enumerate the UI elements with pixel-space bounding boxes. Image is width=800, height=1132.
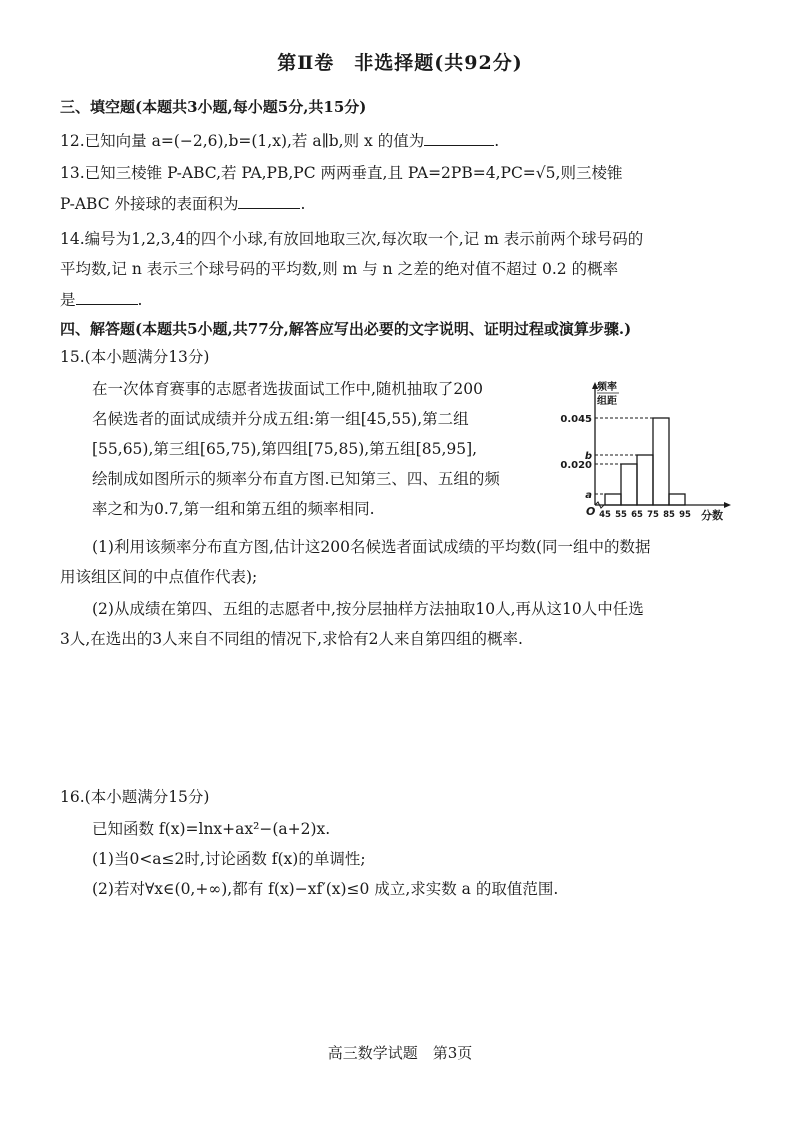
histogram-bar (605, 494, 621, 505)
y-label-top: 频率 (597, 382, 617, 393)
question-12 (60, 129, 499, 152)
histogram-bar (669, 494, 685, 505)
question-13-line-1: 13.已知三棱锥 P-ABC,若 PA,PB,PC 两两垂直,且 PA=2PB=4,PC=√5,则三棱锥 (60, 164, 623, 182)
answer-blank-13[interactable] (238, 192, 300, 209)
question-16-part-1: (1)当0<a≤2时,讨论函数 f(x)的单调性; (92, 850, 366, 868)
question-15-header: 15.(本小题满分13分) (60, 348, 210, 366)
question-15-para-1: 在一次体育赛事的志愿者选拔面试工作中,随机抽取了200 (92, 380, 484, 398)
question-13-end: . (300, 195, 306, 213)
question-16-header: 16.(本小题满分15分) (60, 788, 210, 806)
x-axis-arrow (724, 502, 731, 508)
question-14-line-2: 平均数,记 n 表示三个球号码的平均数,则 m 与 n 之差的绝对值不超过 0.2 的概率 (60, 260, 619, 278)
question-13-line-2 (60, 192, 305, 215)
y-tick-label: 0.045 (560, 414, 592, 425)
y-label-bottom: 组距 (597, 396, 617, 407)
y-tick-label: 0.020 (560, 460, 592, 471)
question-13-text: P-ABC 外接球的表面积为 (60, 195, 239, 213)
y-tick-label: b (584, 451, 592, 462)
x-tick-label: 85 (663, 510, 675, 520)
histogram-bar (653, 418, 669, 505)
x-tick-label: 45 (599, 510, 611, 520)
x-tick-label: 65 (631, 510, 643, 520)
question-14-line-1: 14.编号为1,2,3,4的四个小球,有放回地取三次,每次取一个,记 m 表示前两个球号码的 (60, 230, 644, 248)
page-footer: 高三数学试题 第3页 (327, 1044, 473, 1062)
question-15-para-4: 绘制成如图所示的频率分布直方图.已知第三、四、五组的频 (92, 470, 500, 488)
question-15-part-2-line-2: 3人,在选出的3人来自不同组的情况下,求恰有2人来自第四组的概率. (60, 630, 523, 648)
question-15-part-1-line-2: 用该组区间的中点值作代表); (60, 568, 258, 586)
section-4-heading: 四、解答题(本题共5小题,共77分,解答应写出必要的文字说明、证明过程或演算步骤.) (60, 320, 632, 338)
histogram-bar (637, 455, 653, 505)
question-15-part-1-line-1: (1)利用该频率分布直方图,估计这200名候选者面试成绩的平均数(同一组中的数据 (92, 538, 651, 556)
histogram-bar (621, 464, 637, 505)
x-axis-label: 分数 (701, 509, 723, 522)
x-tick-label: 55 (615, 510, 627, 520)
x-tick-label: 95 (679, 510, 691, 520)
y-tick-label: a (585, 490, 592, 501)
origin-label: O (586, 505, 596, 518)
page-title: 第Ⅱ卷 非选择题(共92分) (277, 52, 523, 74)
section-3-heading: 三、填空题(本题共3小题,每小题5分,共15分) (60, 98, 367, 116)
answer-blank-12[interactable] (424, 129, 494, 146)
x-tick-label: 75 (647, 510, 659, 520)
question-14-text: 是 (60, 291, 76, 309)
question-15-para-2: 名候选者的面试成绩并分成五组:第一组[45,55),第二组 (92, 410, 469, 428)
question-16-part-2: (2)若对∀x∈(0,+∞),都有 f(x)−xf′(x)≤0 成立,求实数 a 的取值范围. (92, 880, 559, 898)
question-12-text: 12.已知向量 a=(−2,6),b=(1,x),若 a∥b,则 x 的值为 (60, 132, 425, 150)
question-12-end: . (494, 132, 500, 150)
question-15-para-3: [55,65),第三组[65,75),第四组[75,85),第五组[85,95], (92, 440, 478, 458)
question-15-para-5: 率之和为0.7,第一组和第五组的频率相同. (92, 500, 375, 518)
question-15-part-2-line-1: (2)从成绩在第四、五组的志愿者中,按分层抽样方法抽取10人,再从这10人中任选 (92, 600, 644, 618)
question-14-line-3 (60, 288, 142, 311)
question-14-end: . (137, 291, 143, 309)
answer-blank-14[interactable] (76, 288, 138, 305)
frequency-histogram (555, 380, 745, 528)
question-16-function: 已知函数 f(x)=lnx+ax²−(a+2)x. (92, 820, 331, 838)
